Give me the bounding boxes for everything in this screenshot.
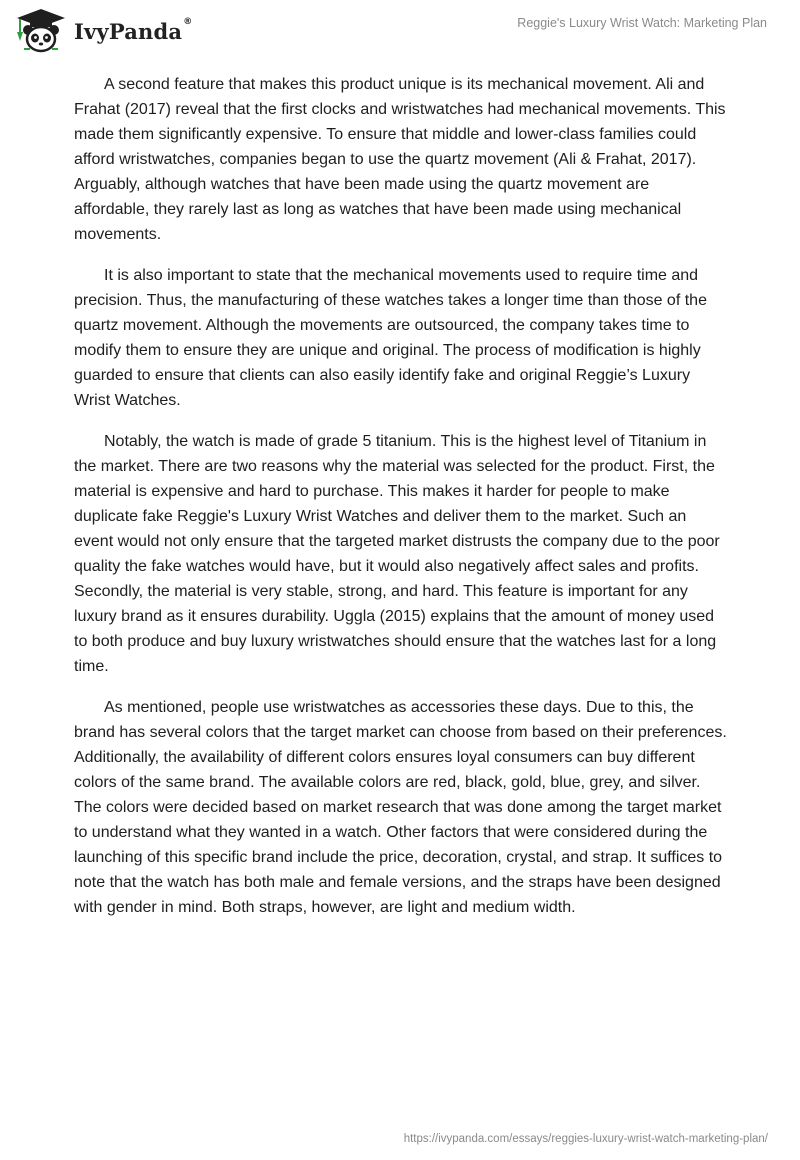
panda-graduate-icon <box>14 8 68 54</box>
essay-body <box>74 72 728 936</box>
paragraph: It is also important to state that the mechanical movements used to require time and precision. Thus, the manufacturing of these watches takes a longer time than those of the quartz movement. Although the movements are outsourced, the company takes time to modify them to ensure they are unique and original. The process of modification is highly guarded to ensure that clients can also easily identify fake and original Reggie’s Luxury Wrist Watches. <box>74 267 707 409</box>
source-url[interactable]: https://ivypanda.com/essays/reggies-luxury-wrist-watch-marketing-plan/ <box>403 1133 768 1145</box>
brand-logo[interactable] <box>14 8 192 54</box>
registered-mark: ® <box>183 17 193 27</box>
paragraph: Notably, the watch is made of grade 5 titanium. This is the highest level of Titanium in the market. There are two reasons why the material was selected for the product. First, the material is expensive and hard to purchase. This makes it harder for people to make duplicate fake Reggie's Luxury Wrist Watches and deliver them to the market. Such an event would not only ensure that the targeted market distrusts the company due to the poor quality the fake watches would have, but it would also negatively affect sales and profits. Secondly, the material is very stable, strong, and hard. This feature is important for any luxury brand as it ensures durability. Uggla (2015) explains that the amount of money used to both produce and buy luxury wristwatches should ensure that the watches last for a long time. <box>74 433 720 675</box>
page-header <box>0 0 800 60</box>
paragraph: A second feature that makes this product unique is its mechanical movement. Ali and Frahat (2017) reveal that the first clocks and wristwatches had mechanical movements. This made them significantly expensive. To ensure that middle and lower-class families could afford wristwatches, companies began to use the quartz movement (Ali & Frahat, 2017). Arguably, although watches that have been made using the quartz movement are affordable, they rarely last as long as watches that have been made using mechanical movements. <box>74 76 726 243</box>
paragraph: As mentioned, people use wristwatches as accessories these days. Due to this, the brand has several colors that the target market can choose from based on their preferences. Additionally, the availability of different colors ensures loyal consumers can buy different colors of the same brand. The available colors are red, black, gold, blue, grey, and silver. The colors were decided based on market research that was done among the target market to understand what they wanted in a watch. Other factors that were considered during the launching of this specific brand include the price, decoration, crystal, and strap. It suffices to note that the watch has both male and female versions, and the straps have been designed with gender in mind. Both straps, however, are light and medium width. <box>74 699 727 916</box>
document-title: Reggie's Luxury Wrist Watch: Marketing Plan <box>517 16 767 30</box>
brand-name: IvyPanda <box>74 18 183 44</box>
